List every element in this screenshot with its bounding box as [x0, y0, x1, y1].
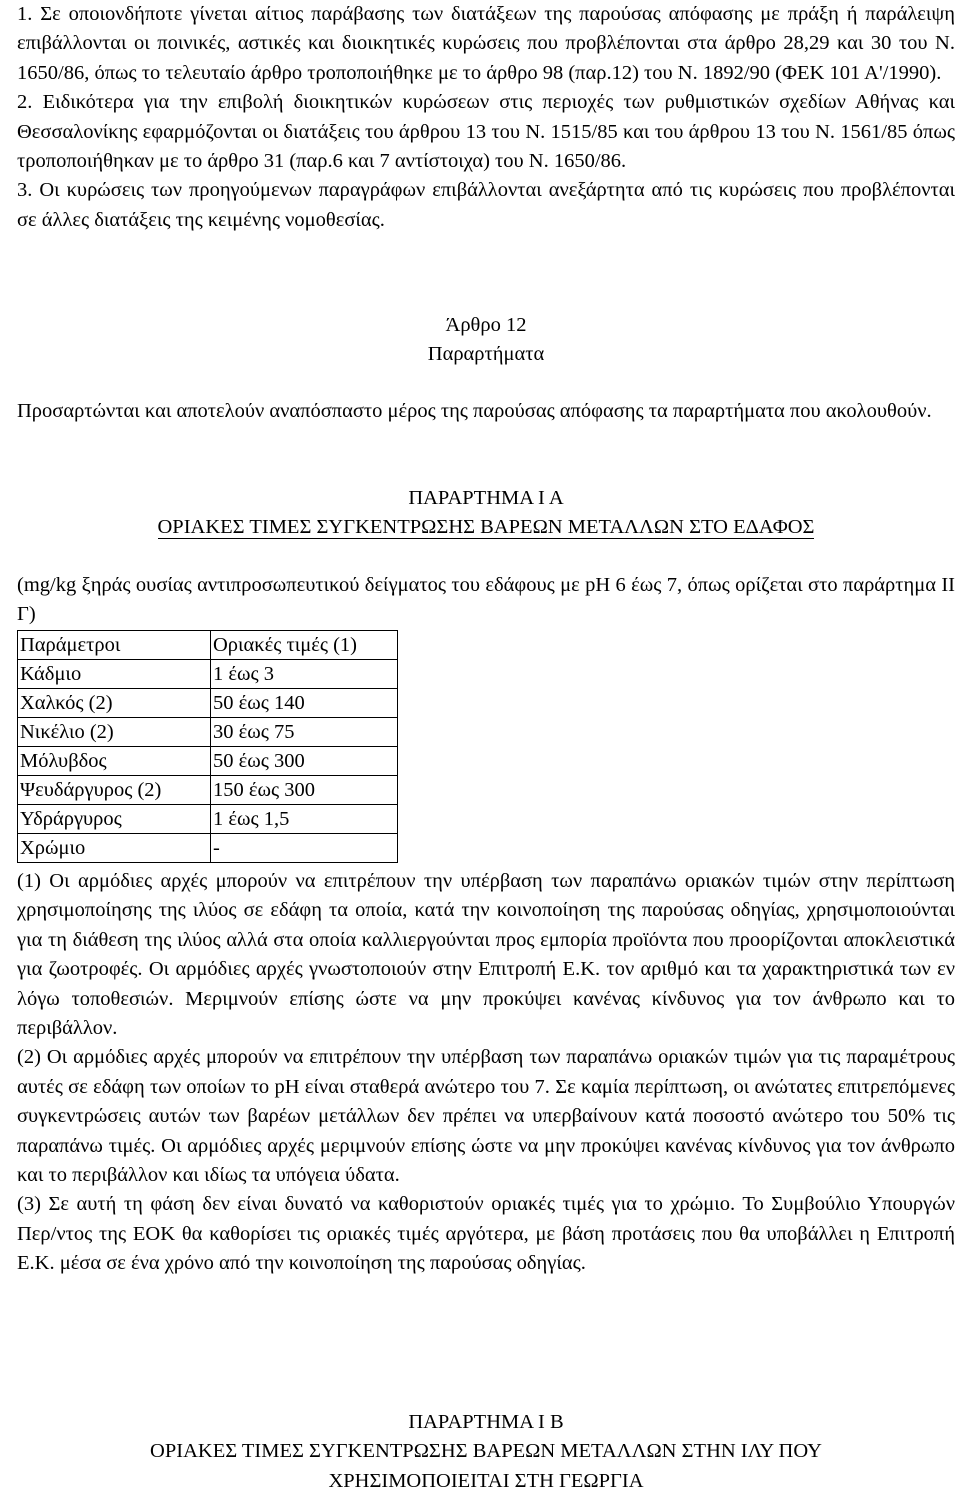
annex-a-notes [17, 867, 955, 1279]
limit-value-cell: 150 έως 300 [211, 776, 398, 805]
parameter-cell: Μόλυβδος [18, 747, 211, 776]
article-number: Άρθρο 12 [445, 314, 527, 336]
annex-a-units-note: (mg/kg ξηράς ουσίας αντιπροσωπευτικού δείγματος του εδάφους με pH 6 έως 7, όπως ορίζεται στο παράρτημα ΙΙ Γ) [17, 574, 955, 626]
limits-table [17, 630, 398, 863]
table-row [18, 776, 398, 805]
annex-a-title: ΟΡΙΑΚΕΣ ΤΙΜΕΣ ΣΥΓΚΕΝΤΡΩΣΗΣ ΒΑΡΕΩΝ ΜΕΤΑΛΛΩΝ ΣΤΟ ΕΔΑΦΟΣ [157, 516, 815, 539]
article-heading [17, 311, 955, 370]
annex-b-title-line-1: ΟΡΙΑΚΕΣ ΤΙΜΕΣ ΣΥΓΚΕΝΤΡΩΣΗΣ ΒΑΡΕΩΝ ΜΕΤΑΛΛΩΝ ΣΤΗΝ ΙΛΥ ΠΟΥ [150, 1440, 822, 1463]
annex-b-heading: ΠΑΡΑΡΤΗΜΑ Ι Β [408, 1411, 564, 1433]
limit-value-cell: 1 έως 1,5 [211, 805, 398, 834]
parameter-cell: Χαλκός (2) [18, 689, 211, 718]
limit-value-cell: 50 έως 300 [211, 747, 398, 776]
table-row [18, 805, 398, 834]
table-header-row [18, 631, 398, 660]
parameter-cell: Νικέλιο (2) [18, 718, 211, 747]
article-title: Παραρτήματα [427, 343, 545, 366]
penalties-section [17, 0, 955, 235]
limit-value-cell: 50 έως 140 [211, 689, 398, 718]
limit-value-cell: - [211, 834, 398, 863]
annex-b-title-line-2: ΧΡΗΣΙΜΟΠΟΙΕΙΤΑΙ ΣΤΗ ΓΕΩΡΓΙΑ [328, 1469, 644, 1492]
table-row [18, 689, 398, 718]
header-cell-parameters: Παράμετροι [18, 631, 211, 660]
paragraph-3: 3. Οι κυρώσεις των προηγούμενων παραγράφων επιβάλλονται ανεξάρτητα από τις κυρώσεις που προβλέπονται σε άλλες διατάξεις της κειμένης νομοθεσίας. [17, 179, 955, 231]
note-3: (3) Σε αυτή τη φάση δεν είναι δυνατό να καθοριστούν οριακές τιμές για το χρώμιο. Το Συμβούλιο Υπουργών Περ/ντος της ΕΟΚ θα καθορίσει τις οριακές τιμές αργότερα, με βάση προτάσεις που θα υποβάλλει η Επιτροπή Ε.Κ. μέσα σε ένα χρόνο από την κοινοποίηση της παρούσας οδηγίας. [17, 1193, 955, 1275]
note-2: (2) Οι αρμόδιες αρχές μπορούν να επιτρέπουν την υπέρβαση των παραπάνω οριακών τιμών για τις παραμέτρους αυτές σε εδάφη των οποίων το pH είναι σταθερά ανώτερο του 7. Σε καμία περίπτωση, οι ανώτατες επιτρεπόμενες συγκεντρώσεις αυτών των βαρέων μετάλλων δεν πρέπει να υπερβαίνουν κατά ποσοστό ανώτερο του 50% τις παραπάνω τιμές. Οι αρμόδιες αρχές μεριμνούν επίσης ώστε να μην προκύψει κανένας κίνδυνος για τον άνθρωπο και το περιβάλλον και ιδίως τα υπόγεια ύδατα. [17, 1046, 955, 1187]
parameter-cell: Κάδμιο [18, 660, 211, 689]
limit-value-cell: 30 έως 75 [211, 718, 398, 747]
article-text: Προσαρτώνται και αποτελούν αναπόσπαστο μέρος της παρούσας απόφασης τα παραρτήματα που ακολουθούν. [17, 400, 932, 422]
paragraph-2: 2. Ειδικότερα για την επιβολή διοικητικών κυρώσεων στις περιοχές των ρυθμιστικών σχεδίων Αθήνας και Θεσσαλονίκης εφαρμόζονται οι διατάξεις του άρθρου 13 του Ν. 1515/85 και του άρθρου 13 του Ν. 1561/85 όπως τροποποιήθηκαν με το άρθρο 31 (παρ.6 και 7 αντίστοιχα) του Ν. 1650/86. [17, 91, 955, 173]
parameter-cell: Ψευδάργυρος (2) [18, 776, 211, 805]
header-cell-limits: Οριακές τιμές (1) [211, 631, 398, 660]
annex-a-heading-block [17, 484, 955, 543]
paragraph-1: 1. Σε οποιονδήποτε γίνεται αίτιος παράβασης των διατάξεων της παρούσας απόφασης με πράξη ή παράλειψη επιβάλλονται οι ποινικές, αστικές και διοικητικές κυρώσεις που προβλέπονται στα άρθρο 28,29 και 30 του Ν. 1650/86, όπως το τελευταίο άρθρο τροποποιήθηκε με το άρθρο 98 (παρ.12) του Ν. 1892/90 (ΦΕΚ 101 Α'/1990). [17, 3, 955, 84]
limit-value-cell: 1 έως 3 [211, 660, 398, 689]
table-row [18, 834, 398, 863]
annex-a-heading: ΠΑΡΑΡΤΗΜΑ Ι Α [408, 487, 564, 509]
table-row [18, 747, 398, 776]
note-1: (1) Οι αρμόδιες αρχές μπορούν να επιτρέπουν την υπέρβαση των παραπάνω οριακών τιμών στην περίπτωση χρησιμοποίησης της ιλύος σε εδάφη τα οποία, κατά την κοινοποίηση της παρούσας οδηγίας, χρησιμοποιούνται για τη διάθεση της ιλύος αλλά στα οποία καλλιεργούνται προς εμπορία προϊόντα που προορίζονται αποκλειστικά για ζωοτροφές. Οι αρμόδιες αρχές γνωστοποιούν στην Επιτροπή Ε.Κ. τον αριθμό και τα χαρακτηριστικά των εν λόγω τοποθεσιών. Μεριμνούν επίσης ώστε να μην προκύψει κανένας κίνδυνος για τον άνθρωπο και το περιβάλλον. [17, 870, 955, 1040]
table-row [18, 660, 398, 689]
annex-b-heading-block [17, 1408, 955, 1496]
parameter-cell: Υδράργυρος [18, 805, 211, 834]
table-row [18, 718, 398, 747]
parameter-cell: Χρώμιο [18, 834, 211, 863]
